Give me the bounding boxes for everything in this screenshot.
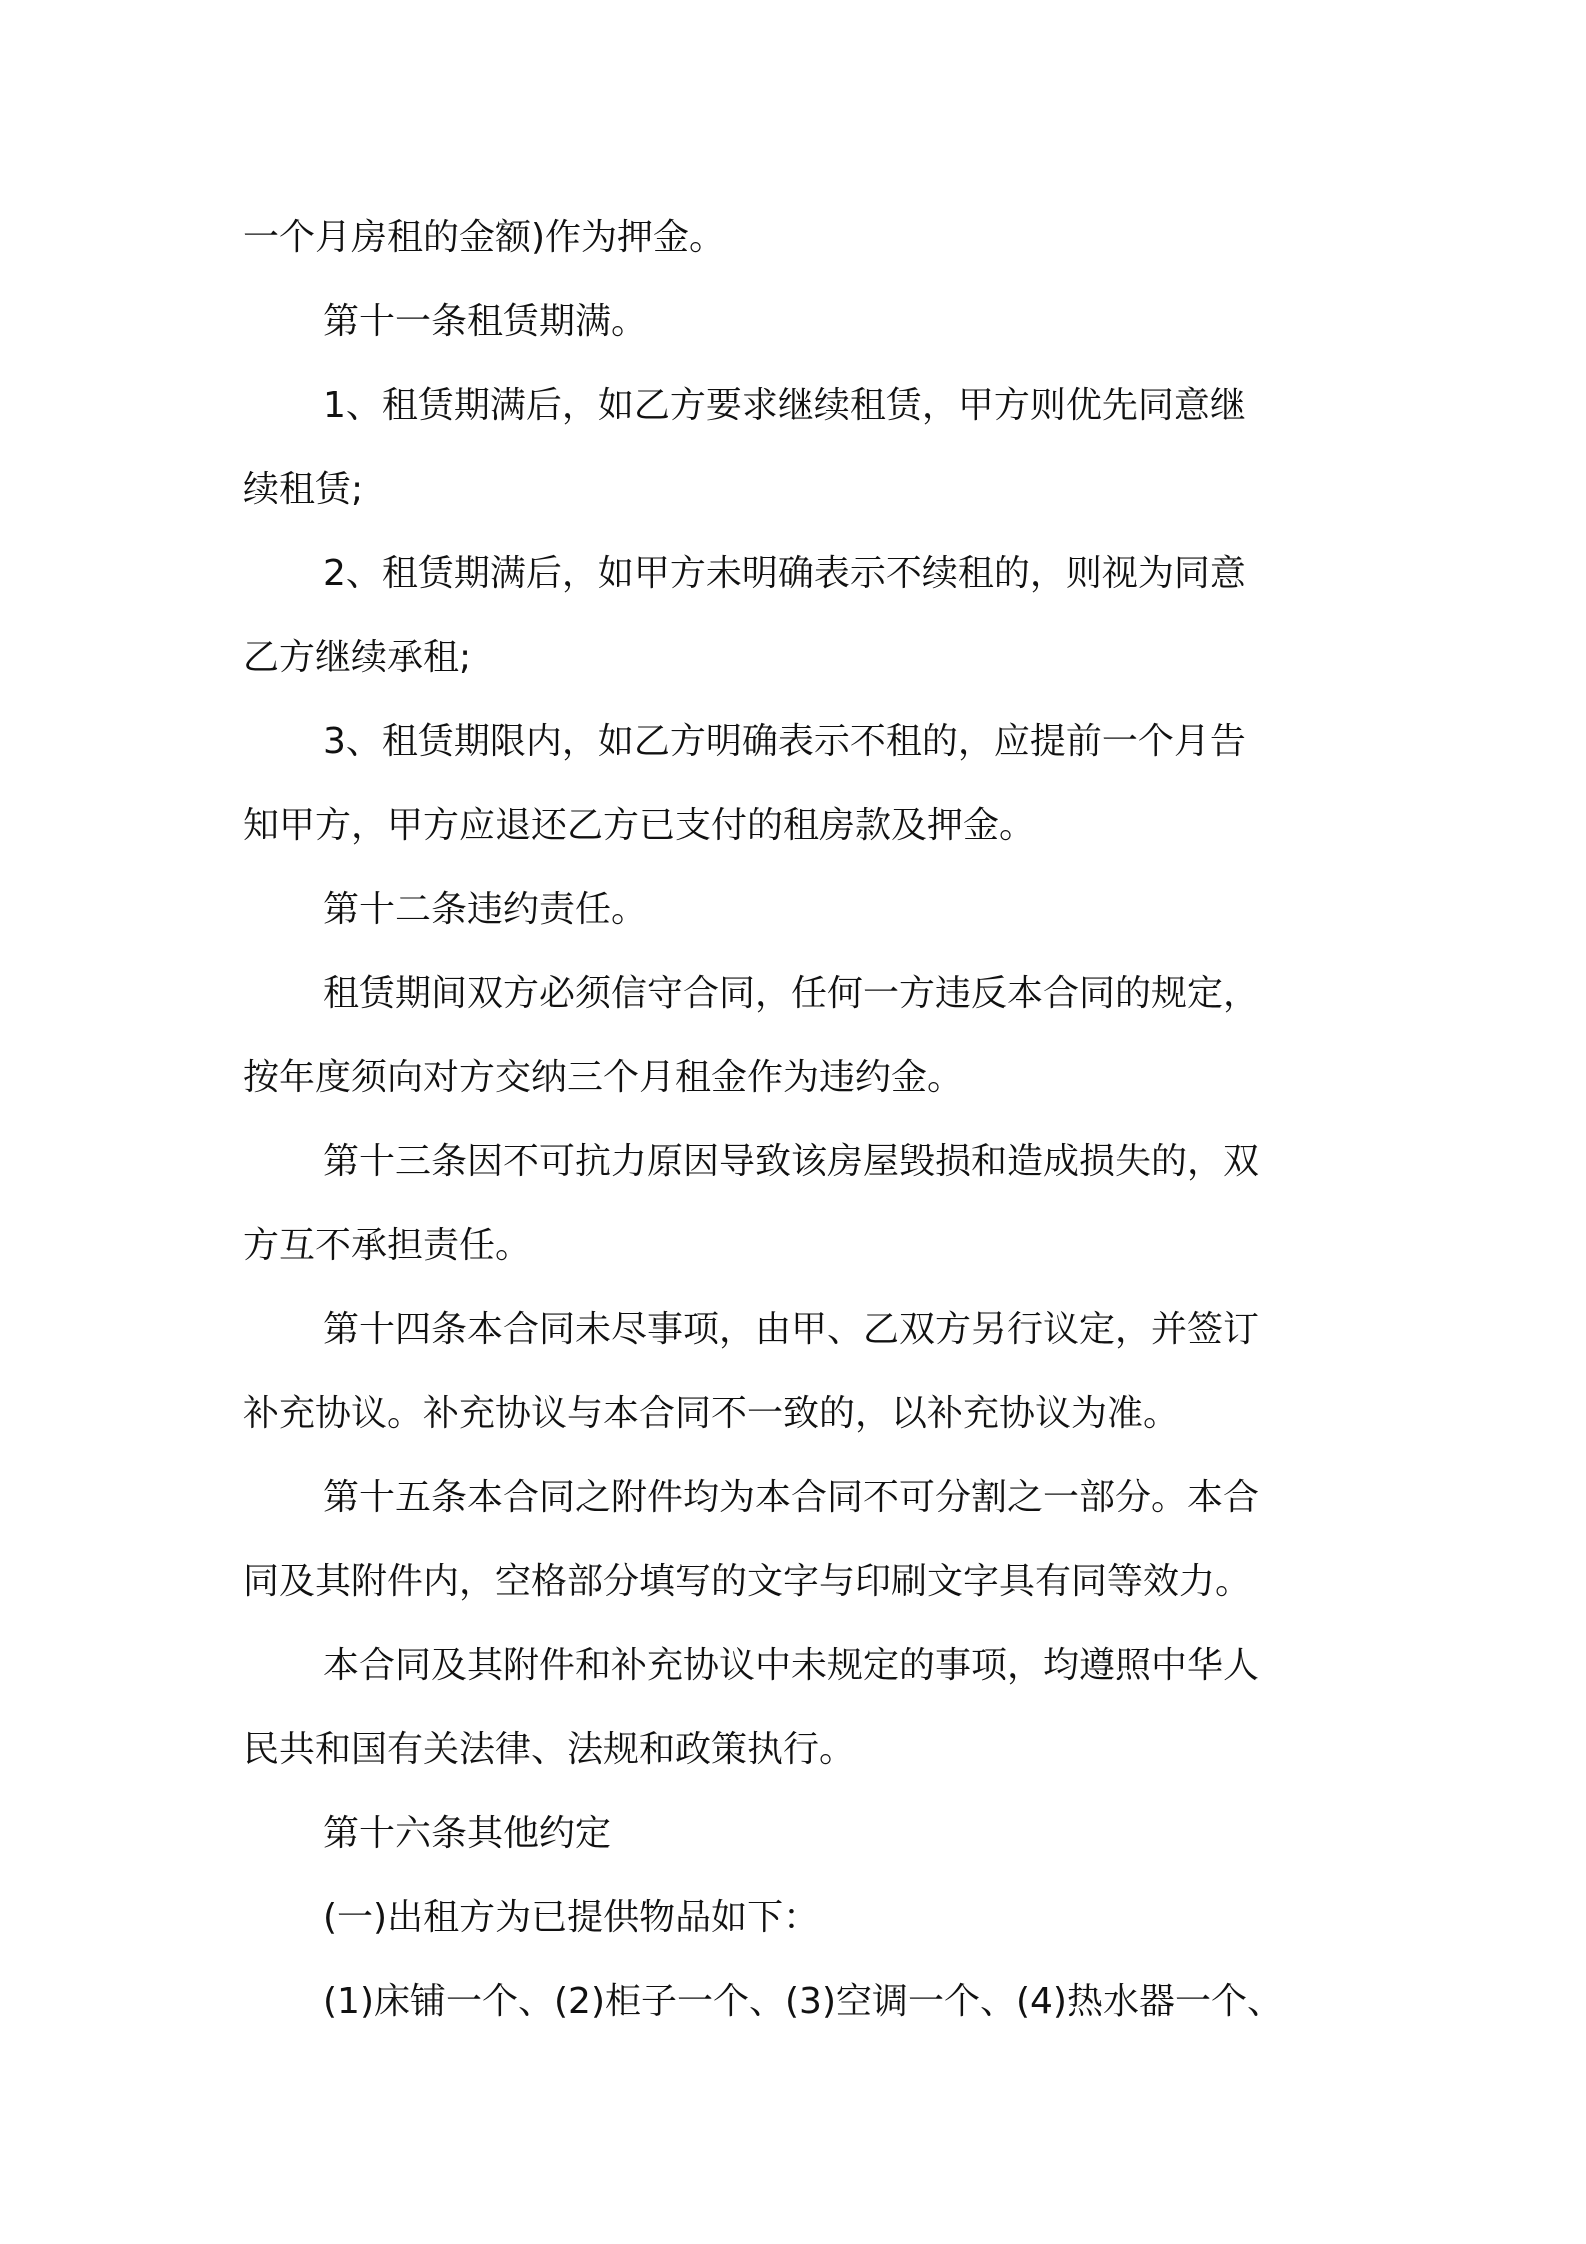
text-line: (一)出租方为已提供物品如下： xyxy=(323,1897,820,1938)
text-line: 第十一条租赁期满。 xyxy=(323,301,648,342)
text-line: 3、租赁期限内，如乙方明确表示不租的，应提前一个月告 xyxy=(323,721,1246,762)
text-line: 按年度须向对方交纳三个月租金作为违约金。 xyxy=(243,1057,964,1098)
text-line: 同及其附件内，空格部分填写的文字与印刷文字具有同等效力。 xyxy=(243,1561,1252,1602)
text-line: 第十二条违约责任。 xyxy=(323,889,648,930)
text-line: 乙方继续承租; xyxy=(243,637,472,678)
text-line: 第十五条本合同之附件均为本合同不可分割之一部分。本合 xyxy=(323,1477,1260,1518)
text-line: 知甲方，甲方应退还乙方已支付的租房款及押金。 xyxy=(243,805,1036,846)
text-line: 第十六条其他约定 xyxy=(323,1813,612,1854)
text-line: 本合同及其附件和补充协议中未规定的事项，均遵照中华人 xyxy=(323,1645,1260,1686)
text-line: 第十四条本合同未尽事项，由甲、乙双方另行议定，并签订 xyxy=(323,1309,1260,1350)
text-line: (1)床铺一个、(2)柜子一个、(3)空调一个、(4)热水器一个、 xyxy=(323,1981,1283,2022)
text-line: 1、租赁期满后，如乙方要求继续租赁，甲方则优先同意继 xyxy=(323,385,1246,426)
contract-text xyxy=(243,196,1355,2044)
text-line: 第十三条因不可抗力原因导致该房屋毁损和造成损失的，双 xyxy=(323,1141,1260,1182)
text-line: 续租赁; xyxy=(243,469,364,510)
text-line: 补充协议。补充协议与本合同不一致的，以补充协议为准。 xyxy=(243,1393,1180,1434)
text-line: 2、租赁期满后，如甲方未明确表示不续租的，则视为同意 xyxy=(323,553,1246,594)
text-line: 一个月房租的金额)作为押金。 xyxy=(243,217,726,258)
text-line: 民共和国有关法律、法规和政策执行。 xyxy=(243,1729,856,1770)
text-line: 租赁期间双方必须信守合同，任何一方违反本合同的规定， xyxy=(323,973,1260,1014)
text-line: 方互不承担责任。 xyxy=(243,1225,532,1266)
